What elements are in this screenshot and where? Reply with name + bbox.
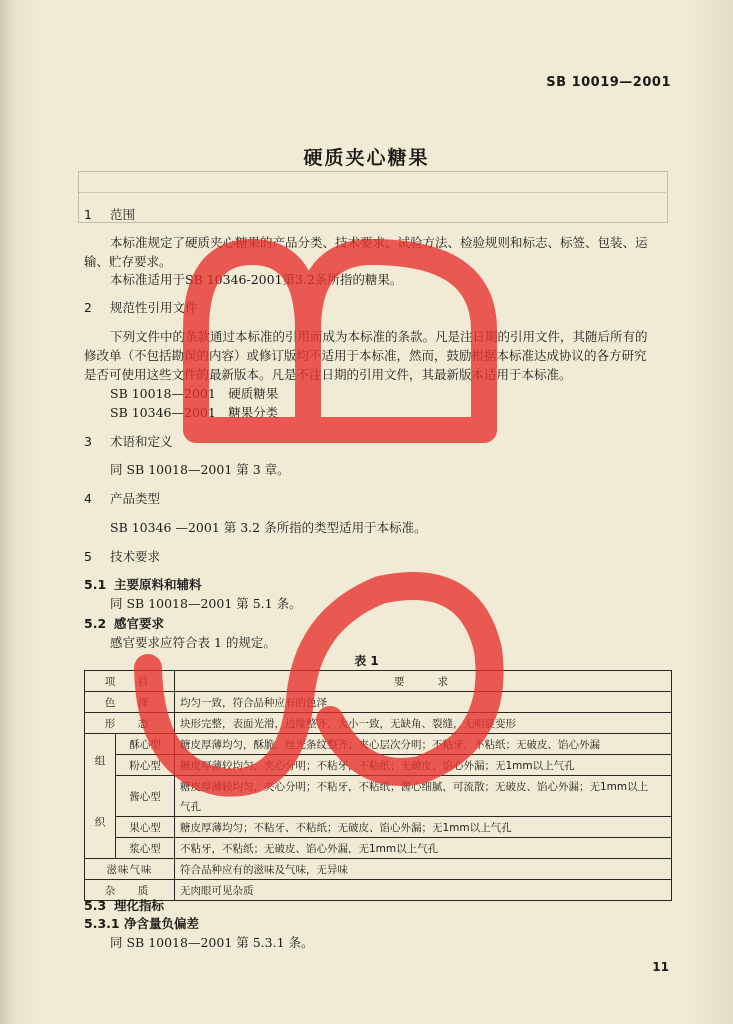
table-row bbox=[85, 859, 672, 880]
section-5-3-1-heading bbox=[84, 914, 199, 932]
header-requirement: 要 求 bbox=[175, 671, 672, 692]
section-3-heading bbox=[84, 432, 173, 450]
row-value-continued: 气孔 bbox=[175, 796, 672, 817]
row-value: 糖皮厚薄较均匀，夹心分明；不粘牙，不粘纸；无破皮、馅心外漏；无1mm以上气孔 bbox=[175, 755, 672, 776]
section-3-paragraph: 同 SB 10018—2001 第 3 章。 bbox=[110, 462, 290, 477]
section-2-heading bbox=[84, 298, 198, 316]
section-number: 5.3 bbox=[84, 898, 107, 913]
section-title: 范围 bbox=[110, 207, 136, 222]
section-number: 4 bbox=[84, 491, 92, 506]
section-5-heading bbox=[84, 547, 160, 565]
standard-code: SB 10019—2001 bbox=[546, 75, 671, 90]
row-value: 糖皮厚薄均匀；不粘牙、不粘纸；无破皮、馅心外漏；无1mm以上气孔 bbox=[175, 817, 672, 838]
row-label: 浆心型 bbox=[116, 838, 175, 859]
section-title: 术语和定义 bbox=[110, 434, 173, 449]
section-5-1-heading bbox=[84, 575, 202, 593]
table-row bbox=[85, 692, 672, 713]
section-2-paragraph-a: 下列文件中的条款通过本标准的引用而成为本标准的条款。凡是注日期的引用文件，其随后所有的 bbox=[110, 329, 648, 344]
table-1 bbox=[84, 670, 672, 901]
reference-2: SB 10346—2001 糖果分类 bbox=[110, 405, 279, 420]
section-number: 1 bbox=[84, 207, 92, 222]
row-label: 酥心型 bbox=[116, 734, 175, 755]
row-value: 糖皮厚薄较均匀，夹心分明；不粘牙，不粘纸；酱心细腻，可流散；无破皮、馅心外漏；无1mm以上 bbox=[175, 776, 672, 797]
row-label: 酱心型 bbox=[116, 776, 175, 817]
row-value: 无肉眼可见杂质 bbox=[175, 880, 672, 901]
row-value: 符合品种应有的滋味及气味，无异味 bbox=[175, 859, 672, 880]
table-row bbox=[85, 713, 672, 734]
group-label: 组 织 bbox=[85, 734, 116, 859]
section-5-1-paragraph: 同 SB 10018—2001 第 5.1 条。 bbox=[110, 596, 302, 611]
table-row bbox=[85, 776, 672, 797]
section-2-paragraph-c: 是否可使用这些文件的最新版本。凡是不注日期的引用文件，其最新版本适用于本标准。 bbox=[84, 367, 572, 382]
row-label: 杂 质 bbox=[85, 880, 175, 901]
section-5-2-paragraph: 感官要求应符合表 1 的规定。 bbox=[110, 635, 276, 650]
row-label: 果心型 bbox=[116, 817, 175, 838]
section-title: 感官要求 bbox=[114, 616, 165, 631]
section-1-paragraph-1b: 输、贮存要求。 bbox=[84, 254, 172, 269]
section-title: 理化指标 bbox=[114, 898, 165, 913]
table-row bbox=[85, 838, 672, 859]
section-number: 5.2 bbox=[84, 616, 107, 631]
row-label: 形 态 bbox=[85, 713, 175, 734]
section-5-3-heading bbox=[84, 896, 164, 914]
row-value: 不粘牙，不粘纸；无破皮、馅心外漏，无1mm以上气孔 bbox=[175, 838, 672, 859]
section-title: 净含量负偏差 bbox=[124, 916, 200, 931]
table-1-title: 表 1 bbox=[354, 654, 379, 668]
section-title: 技术要求 bbox=[110, 549, 161, 564]
row-value: 均匀一致，符合品种应有的色泽 bbox=[175, 692, 672, 713]
section-1-paragraph-2: 本标准适用于SB 10346-2001第3.2条所指的糖果。 bbox=[110, 272, 403, 287]
bleed-through-box bbox=[78, 171, 668, 223]
section-number: 5 bbox=[84, 549, 92, 564]
section-title: 主要原料和辅料 bbox=[114, 577, 202, 592]
section-number: 5.1 bbox=[84, 577, 107, 592]
section-5-2-heading bbox=[84, 614, 164, 632]
section-2-paragraph-b: 修改单（不包括勘误的内容）或修订版均不适用于本标准，然而，鼓励根据本标准达成协议的各方研究 bbox=[84, 348, 647, 363]
row-label: 滋味气味 bbox=[85, 859, 175, 880]
table-row bbox=[85, 755, 672, 776]
table-header-row bbox=[85, 671, 672, 692]
row-value: 糖皮厚薄均匀，酥脆，丝光条纹整齐；夹心层次分明；不粘牙，不粘纸；无破皮、馅心外漏 bbox=[175, 734, 672, 755]
row-label: 色 泽 bbox=[85, 692, 175, 713]
document-title: 硬质夹心糖果 bbox=[303, 147, 430, 169]
section-number: 3 bbox=[84, 434, 92, 449]
section-4-heading bbox=[84, 489, 160, 507]
section-1-paragraph-1a: 本标准规定了硬质夹心糖果的产品分类、技术要求、试验方法、检验规则和标志、标签、包装、运 bbox=[110, 235, 648, 250]
row-label: 粉心型 bbox=[116, 755, 175, 776]
section-1-heading bbox=[84, 205, 135, 223]
row-value: 块形完整，表面光滑，边缘整齐，大小一致，无缺角、裂缝，无明显变形 bbox=[175, 713, 672, 734]
page-number: 11 bbox=[652, 960, 669, 974]
section-5-3-1-paragraph: 同 SB 10018—2001 第 5.3.1 条。 bbox=[110, 935, 314, 950]
section-title: 规范性引用文件 bbox=[110, 300, 198, 315]
section-4-paragraph: SB 10346 —2001 第 3.2 条所指的类型适用于本标准。 bbox=[110, 520, 427, 535]
section-number: 5.3.1 bbox=[84, 916, 120, 931]
reference-1: SB 10018—2001 硬质糖果 bbox=[110, 386, 279, 401]
section-number: 2 bbox=[84, 300, 92, 315]
bleed-through-line bbox=[78, 192, 666, 193]
header-item: 项 目 bbox=[85, 671, 175, 692]
section-title: 产品类型 bbox=[110, 491, 161, 506]
table-row bbox=[85, 734, 672, 755]
table-row bbox=[85, 817, 672, 838]
table-row bbox=[85, 880, 672, 901]
